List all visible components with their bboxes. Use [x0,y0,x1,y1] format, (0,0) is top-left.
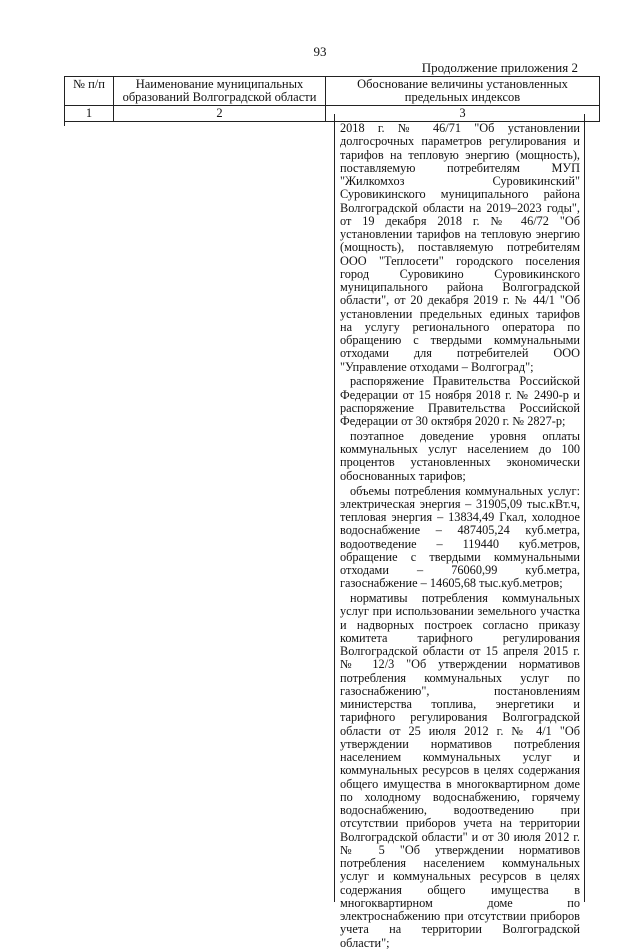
header-table [64,76,600,122]
column-border-left [64,114,65,126]
column-border-middle [334,114,335,902]
column-number-row [65,106,600,122]
column-number-2: 2 [114,106,326,122]
continuation-label: Продолжение приложения 2 [421,60,578,75]
paragraph-consumption-norms: нормативы потребления коммунальных услуг при использовании земельного участка и надворных построек согласно приказу комитета тарифного регулирования Волгоградской области от 15 апреля 2015 г. № 12/3 "Об утверждении нормативов потребления коммунальных услуг по газоснабжению", постановлениям министерства топлива, энергетики и тарифного регулирования Волгоградской области от 25 июля 2012 г. № 4/1 "Об утверждении нормативов потребления населением коммунальных услуг и коммунальных ресурсов в целях содержания общего имущества в многоквартирном доме по холодному водоснабжению, горячему водоснабжению, водоотведению при отсутствии приборов учета на территории Волгоградской области" и от 30 июля 2012 г. № 5 "Об утверждении нормативов потребления населением коммунальных услуг и коммунальных ресурсов в целях содержания общего имущества в многоквартирном доме по электроснабжению при отсутствии приборов учета на территории Волгоградской области"; [340,591,580,950]
header-col-municipality: Наименование муниципальных образований Волгоградской области [114,77,326,106]
paragraph-payment-level: поэтапное доведение уровня оплаты коммунальных услуг населением до 100 процентов установленных экономически обоснованных тарифов; [340,428,580,483]
paragraph-consumption-volumes: объемы потребления коммунальных услуг: электрическая энергия – 31905,09 тыс.кВт.ч, тепловая энергия – 13834,49 Гкал, холодное водоснабжение – 487405,24 куб.метра, водоотведение – 119440 куб.метров, обращение с твердыми коммунальными отходами – 76060,99 куб.метра, газоснабжение – 14605,68 тыс.куб.метров; [340,483,580,591]
justification-text [340,122,580,951]
header-col-number: № п/п [65,77,114,106]
header-row [65,77,600,106]
column-border-right [584,114,585,902]
column-number-1: 1 [65,106,114,122]
paragraph-tariff-orders: 2018 г. № 46/71 "Об установлении долгосрочных параметров регулирования и тарифов на тепловую энергию (мощность), поставляемую потребителям МУП "Жилкомхоз Суровикинский" Суровикинского муниципального района Волгоградской области на 2019–2023 годы", от 19 декабря 2018 г. № 46/72 "Об установлении тарифов на тепловую энергию (мощность), поставляемую потребителям ООО "Теплосети" городского поселения город Суровикино Суровикинского муниципального района Волгоградской области", от 20 декабря 2019 г. № 44/1 "Об установлении предельных единых тарифов на услугу регионального оператора по обращению с твердыми коммунальными отходами для потребителей ООО "Управление отходами – Волгоград"; [340,121,580,374]
page-number: 93 [313,44,327,59]
paragraph-government-orders: распоряжение Правительства Российской Федерации от 15 ноября 2018 г. № 2490-р и распоряжение Правительства Российской Федерации от 30 октября 2020 г. № 2827-р; [340,374,580,429]
header-col-justification: Обоснование величины установленных предельных индексов [326,77,600,106]
column-number-3: 3 [326,106,600,122]
